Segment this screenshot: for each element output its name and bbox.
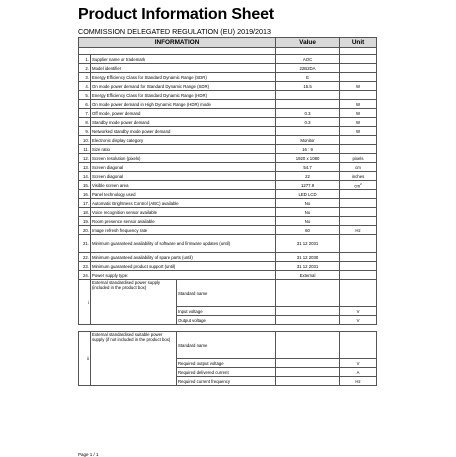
power-supply-unit: A [340, 368, 377, 377]
row-number: 22. [79, 253, 91, 262]
power-supply-number: ii [79, 332, 91, 386]
row-value [276, 100, 340, 109]
unit-superscript: 2 [360, 181, 362, 186]
table-row [79, 190, 377, 199]
row-value: No [276, 217, 340, 226]
power-supply-description: External standardised suitable power supply (if not included in the product box) [91, 332, 177, 386]
row-number: 17. [79, 199, 91, 208]
row-label: Visible screen area [91, 181, 276, 190]
table-row [79, 181, 377, 190]
row-number: 9. [79, 127, 91, 136]
row-unit [340, 91, 377, 100]
row-number: 16. [79, 190, 91, 199]
row-label: Screen resolution (pixels) [91, 154, 276, 163]
row-value: 22 [276, 172, 340, 181]
row-value: 54.7 [276, 163, 340, 172]
table-row [79, 127, 377, 136]
power-supply-unit [340, 332, 377, 359]
power-supply-field: Required delivered current [177, 368, 276, 377]
row-number: 15. [79, 181, 91, 190]
power-supply-value [276, 359, 340, 368]
spacer-cell [340, 48, 377, 55]
table-row [79, 109, 377, 118]
row-label: Power supply type: [91, 271, 276, 280]
row-unit [340, 253, 377, 262]
row-label: Supplier name or trademark [91, 55, 276, 64]
row-unit: Hz [340, 226, 377, 235]
power-supply-unit: V [340, 307, 377, 316]
row-label: Electronic display category [91, 136, 276, 145]
table-row [79, 199, 377, 208]
power-supply-field: Output voltage [177, 316, 276, 325]
table-row [79, 208, 377, 217]
row-value: Monitor [276, 136, 340, 145]
row-label: On mode power demand for Standard Dynamic Range (SDR) [91, 82, 276, 91]
table-row [79, 163, 377, 172]
row-unit: pixels [340, 154, 377, 163]
information-table [78, 37, 377, 386]
row-label: Model identifier [91, 64, 276, 73]
row-unit: inches [340, 172, 377, 181]
power-supply-number: i [79, 280, 91, 325]
header-value: Value [276, 38, 340, 48]
row-number: 8. [79, 118, 91, 127]
row-value: 31 12 2030 [276, 253, 340, 262]
power-supply-value [276, 368, 340, 377]
row-number: 12. [79, 154, 91, 163]
row-label: Off mode, power demand [91, 109, 276, 118]
row-label: Minimum guaranteed product support (until) [91, 262, 276, 271]
row-label: Energy Efficiency Class for Standard Dynamic Range (HDR) [91, 91, 276, 100]
row-value: 0.3 [276, 118, 340, 127]
header-unit: Unit [340, 38, 377, 48]
row-number: 19. [79, 217, 91, 226]
row-number: 18. [79, 208, 91, 217]
row-label: Voice recognition sensor available [91, 208, 276, 217]
row-number: 20. [79, 226, 91, 235]
power-supply-unit [340, 280, 377, 307]
row-number: 2. [79, 64, 91, 73]
spacer-row [79, 48, 377, 55]
table-row [79, 253, 377, 262]
table-row [79, 55, 377, 64]
row-unit [340, 145, 377, 154]
row-label: Panel technology used [91, 190, 276, 199]
row-value: 0.3 [276, 109, 340, 118]
table-row [79, 226, 377, 235]
row-unit: W [340, 118, 377, 127]
table-row [79, 217, 377, 226]
row-number: 1. [79, 55, 91, 64]
row-unit: W [340, 82, 377, 91]
row-value: No [276, 199, 340, 208]
row-label: Networked standby mode power demand [91, 127, 276, 136]
power-supply-value [276, 307, 340, 316]
power-supply-unit: Hz [340, 377, 377, 386]
spacer-cell [79, 48, 276, 55]
row-unit [340, 136, 377, 145]
table-row [79, 82, 377, 91]
power-supply-row [79, 280, 377, 307]
row-value [276, 91, 340, 100]
row-label: Size ratio [91, 145, 276, 154]
row-unit [340, 55, 377, 64]
table-row [79, 91, 377, 100]
row-unit [340, 235, 377, 253]
row-value: 31 12 2031 [276, 235, 340, 253]
row-label: Room presence sensor available [91, 217, 276, 226]
table-row [79, 235, 377, 253]
regulation-reference: COMMISSION DELEGATED REGULATION (EU) 2019/2013 [78, 27, 272, 36]
row-number: 6. [79, 100, 91, 109]
row-unit [340, 190, 377, 199]
row-unit [340, 73, 377, 82]
row-unit [340, 262, 377, 271]
row-value: 16 : 9 [276, 145, 340, 154]
row-label: Image refresh frequency rate [91, 226, 276, 235]
row-label: Minimum guaranteed availability of spare parts (until) [91, 253, 276, 262]
spacer-cell [79, 325, 377, 332]
table-row [79, 73, 377, 82]
row-value: External [276, 271, 340, 280]
page-footer: Page 1 / 1 [78, 452, 99, 457]
table-row [79, 271, 377, 280]
row-value: AOC [276, 55, 340, 64]
row-unit [340, 217, 377, 226]
power-supply-value [276, 316, 340, 325]
table-row [79, 100, 377, 109]
row-value: E [276, 73, 340, 82]
power-supply-unit: V [340, 316, 377, 325]
row-number: 24. [79, 271, 91, 280]
power-supply-value [276, 280, 340, 307]
row-label: Standby mode power demand [91, 118, 276, 127]
row-value: 1920 x 1080 [276, 154, 340, 163]
row-value: 22B2DA [276, 64, 340, 73]
table-row [79, 262, 377, 271]
power-supply-value [276, 332, 340, 359]
power-supply-unit: V [340, 359, 377, 368]
row-number: 3. [79, 73, 91, 82]
row-unit: W [340, 109, 377, 118]
spacer-cell [276, 48, 340, 55]
row-value: LED LCD [276, 190, 340, 199]
table-row [79, 136, 377, 145]
power-supply-field: Standard name [177, 280, 276, 307]
row-number: 5. [79, 91, 91, 100]
power-supply-row [79, 332, 377, 359]
row-value: 31 12 2031 [276, 262, 340, 271]
row-unit: W [340, 100, 377, 109]
row-value: 1277.9 [276, 181, 340, 190]
row-value: 60 [276, 226, 340, 235]
row-label: On mode power demand in High Dynamic Range (HDR) mode [91, 100, 276, 109]
table-row [79, 145, 377, 154]
row-unit: cm [340, 163, 377, 172]
row-number: 13. [79, 163, 91, 172]
table-row [79, 154, 377, 163]
row-label: Automatic Brightness Control (ABC) available [91, 199, 276, 208]
row-value [276, 127, 340, 136]
row-number: 23. [79, 262, 91, 271]
row-number: 14. [79, 172, 91, 181]
row-unit [340, 64, 377, 73]
unit-base: cm [354, 183, 361, 189]
power-supply-description: External standardised power supply (included in the product box) [91, 280, 177, 325]
row-label: Screen diagonal [91, 172, 276, 181]
row-value: No [276, 208, 340, 217]
row-number: 10. [79, 136, 91, 145]
row-unit: W [340, 127, 377, 136]
spacer-row [79, 325, 377, 332]
power-supply-field: Standard name [177, 332, 276, 359]
row-label: Energy Efficiency Class for Standard Dynamic Range (SDR) [91, 73, 276, 82]
row-number: 11. [79, 145, 91, 154]
table-row [79, 172, 377, 181]
row-value: 15.5 [276, 82, 340, 91]
power-supply-field: Required output voltage [177, 359, 276, 368]
power-supply-field: Required current frequency [177, 377, 276, 386]
row-label: Minimum guaranteed availability of software and firmware updates (until) [91, 235, 276, 253]
power-supply-field: Input voltage [177, 307, 276, 316]
table-header-row [79, 38, 377, 48]
table-row [79, 118, 377, 127]
row-unit [340, 181, 377, 190]
row-number: 7. [79, 109, 91, 118]
row-unit [340, 271, 377, 280]
row-unit [340, 208, 377, 217]
row-number: 4. [79, 82, 91, 91]
power-supply-value [276, 377, 340, 386]
sheet-title: Product Information Sheet [78, 6, 274, 23]
row-number: 21. [79, 235, 91, 253]
row-unit [340, 199, 377, 208]
table-row [79, 64, 377, 73]
row-label: Screen diagonal [91, 163, 276, 172]
header-information: INFORMATION [79, 38, 276, 48]
